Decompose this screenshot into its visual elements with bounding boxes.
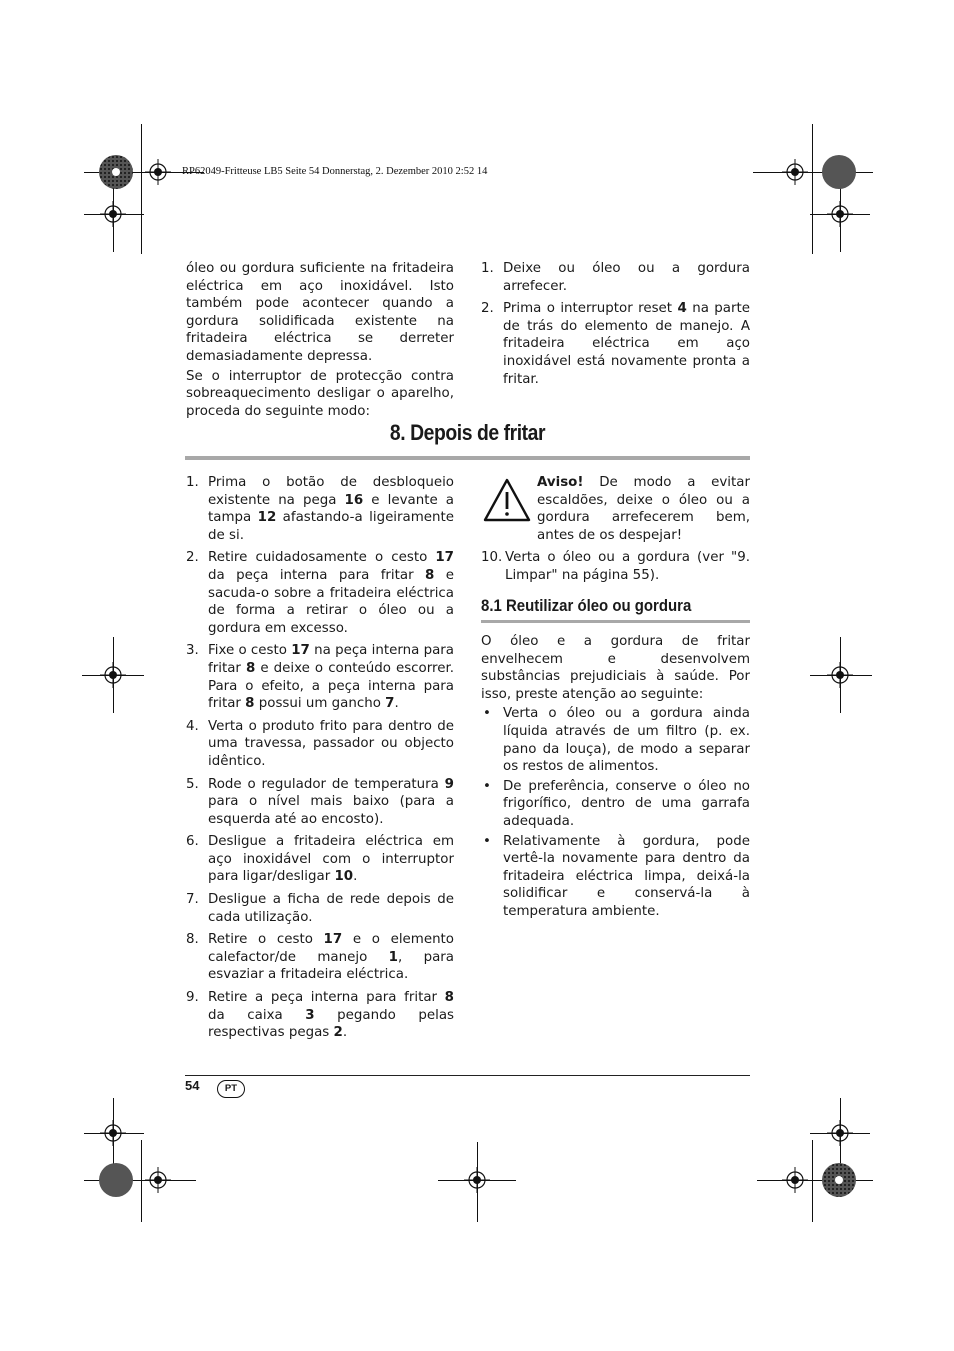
warning-icon <box>483 477 531 523</box>
section-title: 8. Depois de fritar <box>389 420 546 445</box>
after-frying-steps <box>186 474 454 1047</box>
warning-text: Aviso! De modo a evitar escaldões, deixe o óleo ou a gordura arrefecerem bem, antes de os despejar! <box>537 475 750 543</box>
warning-label: Aviso! <box>537 475 584 490</box>
list-item: 4. Verta o produto frito para dentro de uma travessa, passador ou objecto idêntico. <box>186 718 454 769</box>
section-divider <box>185 456 750 460</box>
list-item: 7. Desligue a ficha de rede depois de cada utilização. <box>186 892 454 925</box>
list-item: 6. Desligue a fritadeira eléctrica em aço inoxidável com o interruptor para ligar/desligar 10. <box>186 834 454 885</box>
subsection-title: 8.1 Reutilizar óleo ou gordura <box>481 596 692 615</box>
subsection-divider <box>481 620 750 623</box>
page-number: 54 <box>185 1078 200 1093</box>
list-item: 2. Retire cuidadosamente o cesto 17 da peça interna para fritar 8 e sacuda-o sobre a fritadeira eléctrica de forma a retirar o óleo ou a gordura em excesso. <box>186 550 454 636</box>
print-slug: RP62049-Fritteuse LB5 Seite 54 Donnerstag, 2. Dezember 2010 2:52 14 <box>182 166 488 177</box>
language-badge: PT <box>217 1080 245 1098</box>
reuse-section <box>481 633 750 923</box>
intro-left-column <box>186 260 454 422</box>
paragraph: óleo ou gordura suficiente na fritadeira eléctrica em aço inoxidável. Isto também pode acontecer quando a gordura solidificada existente na fritadeira eléctrica se derreter demasiadamente depressa. <box>186 261 454 364</box>
paragraph: Se o interruptor de protecção contra sobreaquecimento desligar o aparelho, proceda do seguinte modo: <box>186 368 454 419</box>
list-item: 3. Fixe o cesto 17 na peça interna para fritar 8 e deixe o conteúdo escorrer. Para o efeito, a peça interna para fritar 8 possui um gancho 7. <box>186 643 454 712</box>
bullet-item: • Verta o óleo ou a gordura ainda líquida através de um filtro (p. ex. pano da louça), de modo a separar os restos de alimentos. <box>481 705 750 775</box>
reset-steps <box>481 260 750 393</box>
list-item: 2. Prima o interruptor reset 4 na parte de trás do elemento de manejo. A fritadeira eléctrica em aço inoxidável está novamente pronta a fritar. <box>481 301 751 387</box>
list-item: 1. Deixe ou óleo ou a gordura arrefecer. <box>481 261 750 294</box>
list-item: 10. Verta o óleo ou a gordura (ver "9. Limpar" na página 55). <box>481 550 750 583</box>
paragraph: O óleo e a gordura de fritar envelhecem e desenvolvem substâncias prejudiciais à saúde. Por isso, preste atenção ao seguinte: <box>481 634 750 702</box>
list-item: 1. Prima o botão de desbloqueio existente na pega 16 e levante a tampa 12 afastando-a ligeiramente de si. <box>186 475 455 543</box>
list-item: 8. Retire o cesto 17 e o elemento calefactor/de manejo 1, para esvaziar a fritadeira eléctrica. <box>186 932 454 983</box>
bullet-item: • De preferência, conserve o óleo no frigorífico, dentro de uma garrafa adequada. <box>481 778 750 831</box>
step-10 <box>481 549 750 589</box>
list-item: 9. Retire a peça interna para fritar 8 da caixa 3 pegando pelas respectivas pegas 2. <box>186 990 454 1041</box>
list-item: 5. Rode o regulador de temperatura 9 para o nível mais baixo (para a esquerda até ao encosto). <box>186 776 454 827</box>
bullet-item: • Relativamente à gordura, pode vertê-la novamente para dentro da fritadeira eléctrica limpa, deixá-la solidificar e conservá-la à temperatura ambiente. <box>481 833 750 921</box>
footer-rule <box>185 1075 750 1076</box>
